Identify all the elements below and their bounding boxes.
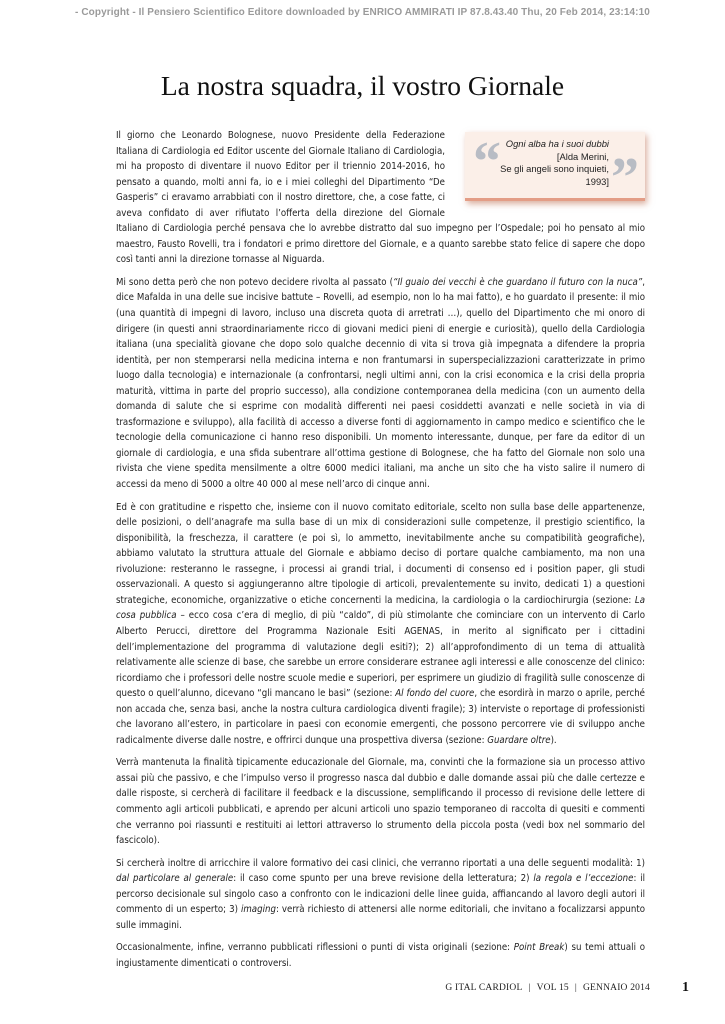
mafalda-quote: “Il guaio dei vecchi è che guardano il futuro con la nuca”: [392, 276, 643, 288]
p3-text-a: Ed è con gratitudine e rispetto che, insieme con il nuovo comitato editoriale, scelto non sulla base delle appartenenze, delle posizioni, o dell’anagrafe ma sulla base di un mix di considerazioni sulle competenze, il prestigio scientifico, la disponibilità, la freschezza, il carattere (e poi sì, lo ammetto, inevitabilmente anche su compatibilità geografiche), abbiamo valutato la struttura attuale del Giornale e abbiamo deciso di portare qualche cambiamento, ma non una rivoluzione: resteranno le rassegne, i processi ai grandi trial, i documenti di consenso ed i position paper, gli studi osservazionali. A questo si aggiungeranno altre tipologie di articoli, prevalentemente su invito, dedicati 1) a questioni strategiche, economiche, organizzative o etiche concernenti la medicina, la cardiologia o la cardiochirurgia (sezione:: [116, 501, 645, 606]
epigraph-author-line: [Alda Merini,: [556, 150, 609, 162]
p3-text-c: , che esordirà in marzo o aprile, perché non accada che, senza basi, anche la nostra cultura cardiologica diventi fragile); 3) interviste o reportage di professionisti che lavorano all’estero, in particolare in paesi con economie emergenti, che possono percorrere vie di sviluppo anche radicalmente diverse dalle nostre, e offrirci dunque una prospettiva diversa (sezione:: [116, 688, 645, 746]
case-mode-1: dal particolare al generale: [116, 873, 234, 885]
article-paragraph-1: Il giorno che Leonardo Bolognese, nuovo Presidente della Federazione Italiana di Cardiologia ed Editor uscente del Giornale Italiano di Cardiologia, mi ha proposto di diventare il nuovo Editor per il triennio 2014-2016, ho pensato a quando, molti anni fa, io e i miei colleghi del Dipartimento “De Gasperis” ci eravamo arrabbiati con il nostro direttore, che, a cose fatte, ci aveva confidato di aver rifiutato l’offerta della direzione del Giornale Italiano di Cardiologia perché pensava che lo avrebbe distratto dal suo impegno per l’Ospedale; poi ho pensato al mio maestro, Fausto Rovelli, tra i fondatori e primo direttore del Giornale, e a quanto sarebbe stato felice di sapere che dopo così tanti anni la direzione tornasse al Niguarda.: [116, 130, 645, 266]
footer-separator: |: [528, 983, 531, 993]
footer-volume: VOL 15: [536, 983, 569, 993]
article-paragraph-6: [116, 940, 645, 971]
p5-text-d: : verrà richiesto di attenersi alle norme editoriali, che invitano a focalizzarsi appunto sulle immagini.: [116, 904, 645, 931]
p2-text-b: , dice Mafalda in una delle sue incisive battute – Rovelli, ad esempio, non lo ha mai fatto), e ho guardato il presente: il mio (una quantità di impegni di lavoro, incluso una discreta quota di arretrati …), quello del Dipartimento che mi onoro di dirigere (in questi anni straordinariamente ricco di giovani medici pieni di energie e curiosità), quello della Cardiologia italiana (una specialità giovane che dopo solo qualche decennio di vita si trova già impegnata a difendere la propria identità, per non stemperarsi nella medicina interna e non frantumarsi in superspecializzazioni caratterizzate in primo luogo dalla tecnologia) e internazionale (a confrontarsi, negli ultimi anni, con la crisi economica e la crisi della propria maturità, vittima in parte del proprio successo), alla condizione contemporanea della medicina (con un aumento della domanda di salute che si esprime con modalità differenti nei paesi cosiddetti avanzati e nelle società in via di trasformazione e sviluppo), alla facilità di accesso a diverse fonti di aggiornamento in campo medico e scientifico che le tecnologie della comunicazione ci hanno reso disponibili. Un momento interessante, dunque, per fare da editor di un giornale di cardiologia, e una sfida subentrare all’ottima gestione di Bolognese, che ha fatto del Giornale non solo una rivista che viene spedita mensilmente a oltre 6000 medici italiani, ma anche un sito che ha visto salire il numero di accessi da meno di 5000 a oltre 40 000 al mese nell’arco di cinque anni.: [116, 276, 645, 491]
p6-text-a: Occasionalmente, infine, verranno pubblicati riflessioni o punti di vista originali (sezione:: [116, 942, 514, 954]
case-mode-2: la regola e l’eccezione: [533, 873, 634, 885]
section-name-guardare-oltre: Guardare oltre: [487, 734, 551, 746]
page-number: 1: [682, 980, 689, 995]
article-paragraph-5: [116, 856, 645, 934]
p5-text-a: Si cercherà inoltre di arricchire il valore formativo dei casi clinici, che verranno riportati a una delle seguenti modalità: 1): [116, 857, 645, 869]
footer-journal: G ITAL CARDIOL: [445, 983, 523, 993]
p6-text-b: ) su temi attuali o ingiustamente dimenticati o controversi.: [116, 942, 645, 969]
p3-text-d: ).: [550, 734, 557, 746]
p5-text-c: : il percorso decisionale sul singolo caso a confronto con le indicazioni delle linee guida, affiancando al lavoro degli autori il commento di un esperto; 3): [116, 873, 645, 916]
footer-separator: |: [574, 983, 577, 993]
epigraph-quote-line: Ogni alba ha i suoi dubbi: [505, 138, 609, 149]
close-quote-icon: ”: [611, 147, 639, 209]
case-mode-3: imaging: [241, 904, 276, 916]
article-body: [116, 128, 645, 978]
p2-text-a: Mi sono detta però che non potevo decidere rivolta al passato (: [116, 276, 393, 288]
footer-issue: GENNAIO 2014: [582, 983, 650, 993]
epigraph-spacer: [445, 128, 645, 216]
p3-text-b: – ecco cosa c’era di meglio, di più “caldo”, di più stimolante che cominciare con un intervento di Carlo Alberto Perucci, direttore del Programma Nazionale Esiti AGENAS, in merito al significato per i cittadini dell’implementazione del programma di valutazione degli esiti?); 2) all’approfondimento di un tema di attualità relativamente alle scienze di base, che sarebbe un errore considerare estranee agli interessi e alle conoscenze del clinico: ricordiamo che i professori delle nostre scuole medie e superiori, per esprimere un giudizio di fragilità sulle conoscenze di questo o quell’alunno, dicevano “gli mancano le basi” (sezione:: [116, 610, 646, 700]
epigraph-year-line: 1993]: [585, 175, 609, 187]
page-title: La nostra squadra, il vostro Giornale: [160, 70, 565, 101]
section-name-point-break: Point Break: [513, 942, 565, 954]
section-name-cosa-pubblica: La cosa pubblica: [116, 594, 645, 622]
open-quote-icon: “: [473, 131, 501, 193]
article-paragraph-2: [116, 275, 645, 493]
epigraph-source-line: Se gli angeli sono inquieti,: [500, 163, 609, 174]
copyright-notice: - Copyright - Il Pensiero Scientifico Editore downloaded by ENRICO AMMIRATI IP 87.8.43.40 Thu, 20 Feb 2014, 23:14:10: [75, 7, 650, 18]
section-name-fondo-del-cuore: Al fondo del cuore: [395, 688, 475, 700]
journal-footer: [445, 983, 650, 993]
p5-text-b: : il caso come spunto per una breve revisione della letteratura; 2): [233, 873, 534, 885]
article-paragraph-4: Verrà mantenuta la finalità tipicamente educazionale del Giornale, ma, convinti che la formazione sia un processo attivo assai più che passivo, e che l’impulso verso il progresso nasca dal dubbio e dalle domande assai più che dalle certezze e dalle risposte, si cercherà di facilitare il feedback e la discussione, semplificando il processo di revisione delle lettere di commento agli articoli pubblicati, e aprendo per alcuni articoli uno spazio temporaneo di raccolta di quesiti e commenti che verranno poi riassunti e restituiti ai lettori attraverso lo strumento della piccola posta (vedi box nel sommario del fascicolo).: [116, 757, 645, 847]
article-paragraph-3: [116, 500, 645, 749]
